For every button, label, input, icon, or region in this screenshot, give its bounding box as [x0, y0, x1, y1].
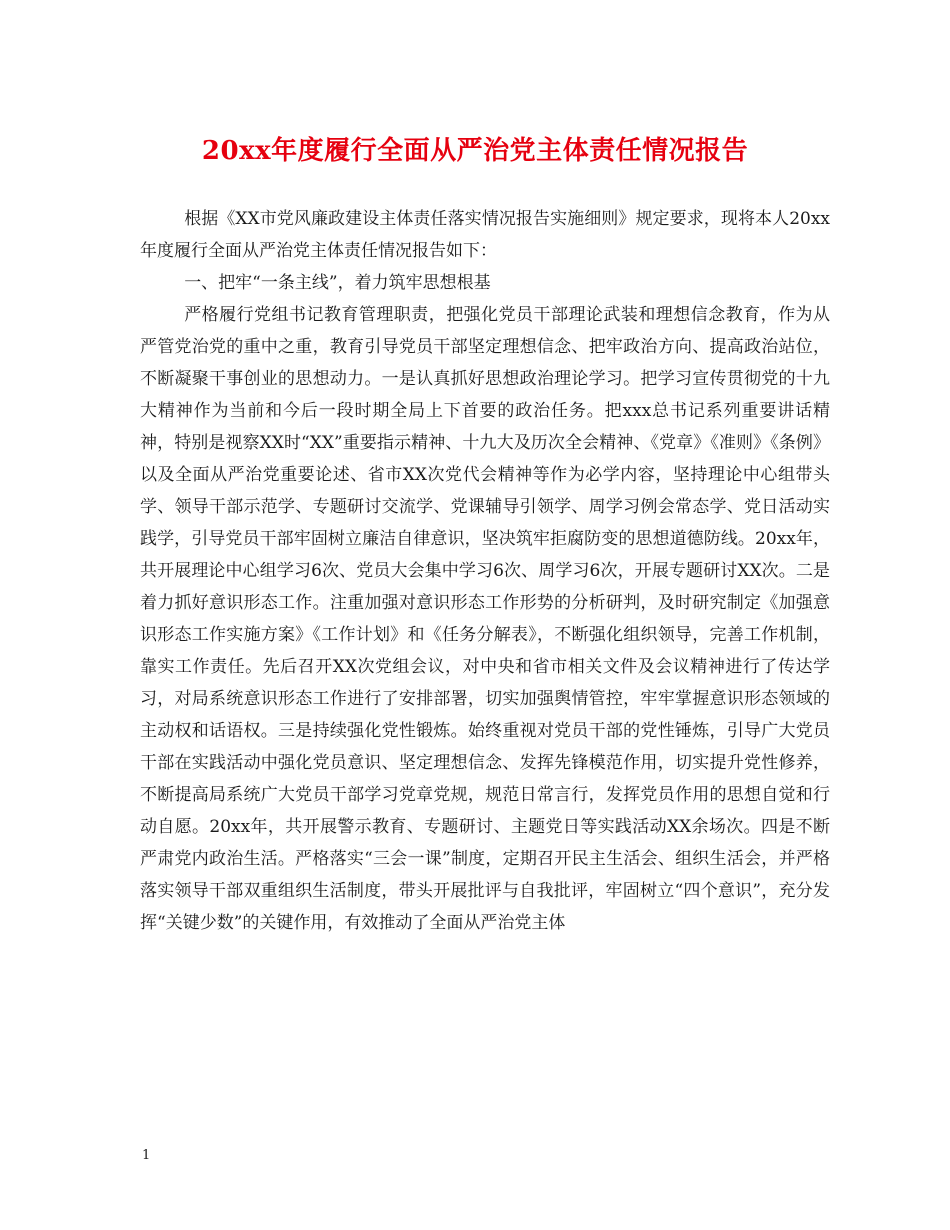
section-paragraph: 严格履行党组书记教育管理职责，把强化党员干部理论武装和理想信念教育，作为从严管党治党的重中之重，教育引导党员干部坚定理想信念、把牢政治方向、提高政治站位，不断凝聚干事创业的思想动力。一是认真抓好思想政治理论学习。把学习宣传贯彻党的十九大精神作为当前和今后一段时期全局上下首要的政治任务。把xxx总书记系列重要讲话精神，特别是视察XX时“XX”重要指示精神、十九大及历次全会精神、《党章》《准则》《条例》以及全面从严治党重要论述、省市XX次党代会精神等作为必学内容，坚持理论中心组带头学、领导干部示范学、专题研讨交流学、党课辅导引领学、周学习例会常态学、党日活动实践学，引导党员干部牢固树立廉洁自律意识，坚决筑牢拒腐防变的思想道德防线。20xx年，共开展理论中心组学习6次、党员大会集中学习6次、周学习6次，开展专题研讨XX次。二是着力抓好意识形态工作。注重加强对意识形态工作形势的分析研判，及时研究制定《加强意识形态工作实施方案》《工作计划》和《任务分解表》，不断强化组织领导，完善工作机制，靠实工作责任。先后召开XX次党组会议，对中央和省市相关文件及会议精神进行了传达学习，对局系统意识形态工作进行了安排部署，切实加强舆情管控，牢牢掌握意识形态领域的主动权和话语权。三是持续强化党性锻炼。始终重视对党员干部的党性锤炼，引导广大党员干部在实践活动中强化党员意识、坚定理想信念、发挥先锋模范作用，切实提升党性修养，不断提高局系统广大党员干部学习党章党规，规范日常言行，发挥党员作用的思想自觉和行动自愿。20xx年，共开展警示教育、专题研讨、主题党日等实践活动XX余场次。四是不断严肃党内政治生活。严格落实“三会一课”制度，定期召开民主生活会、组织生活会，并严格落实领导干部双重组织生活制度，带头开展批评与自我批评，牢固树立“四个意识”，充分发挥“关键少数”的关键作用，有效推动了全面从严治党主体 [140, 305, 830, 933]
document-body [140, 203, 830, 939]
section-heading: 一、把牢“一条主线”，着力筑牢思想根基 [184, 273, 491, 293]
intro-paragraph: 根据《XX市党风廉政建设主体责任落实情况报告实施细则》规定要求，现将本人20xx年度履行全面从严治党主体责任情况报告如下： [140, 209, 830, 261]
page-number: 1 [142, 1148, 151, 1163]
document-title: 20xx年度履行全面从严治党主体责任情况报告 [201, 136, 749, 166]
